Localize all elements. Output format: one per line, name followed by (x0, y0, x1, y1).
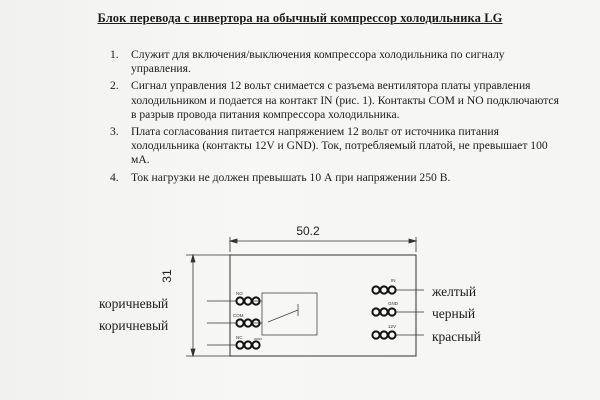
width-dimension (230, 237, 416, 252)
right-connector (372, 278, 398, 339)
pin-label-in: IN (391, 278, 396, 283)
height-dimension (186, 255, 230, 356)
list-item-text: Служит для включения/выключения компрессора холодильника по сигналу управления. (131, 48, 505, 76)
height-dimension-label: 31 (160, 269, 174, 283)
left-wire-leaders (207, 301, 236, 345)
pin-label-12v: 12V (388, 324, 397, 329)
list-item-text: Сигнал управления 12 вольт снимается с разъема вентилятора платы управления холодильником и подается на контакт IN (рис. 1). Контакты COM и NO подключаются в разрыв провода питания компрессора холодильника. (131, 79, 559, 121)
width-dimension-label: 50.2 (296, 224, 320, 238)
document-title: Блок перевода с инвертора на обычный компрессор холодильника LG (97, 11, 503, 25)
list-item-number: 2. (110, 79, 119, 93)
pin-row-nc (236, 341, 259, 348)
list-item-number: 4. (110, 170, 119, 184)
wire-label-yellow: желтый (432, 284, 477, 299)
list-item-text: Ток нагрузки не должен превышать 10 А при напряжении 250 В. (131, 170, 451, 184)
wire-label-brown-1: коричневый (99, 296, 169, 311)
pin-row-gnd (372, 308, 395, 315)
list-item-number: 3. (110, 125, 119, 139)
pin-label-gnd: GND (388, 301, 398, 306)
pin-label-no: NO (236, 291, 243, 296)
wire-label-red: красный (432, 329, 481, 344)
pin-label-com: COM (233, 313, 244, 318)
wire-label-black: черный (432, 306, 476, 321)
pin-row-in (372, 286, 395, 293)
list-item-number: 1. (110, 48, 119, 61)
right-wire-leaders (396, 290, 424, 335)
wire-label-brown-2: коричневый (99, 318, 169, 333)
left-connector (233, 291, 260, 349)
relay-symbol (254, 293, 317, 339)
list-item-text: Плата согласования питается напряжением 12 вольт от источника питания холодильника (контакты 12V и GND). Ток, потребляемый платой, не превышает 100 мА. (131, 125, 548, 167)
pin-label-nc: NC (236, 335, 243, 340)
pin-row-12v (372, 331, 395, 338)
